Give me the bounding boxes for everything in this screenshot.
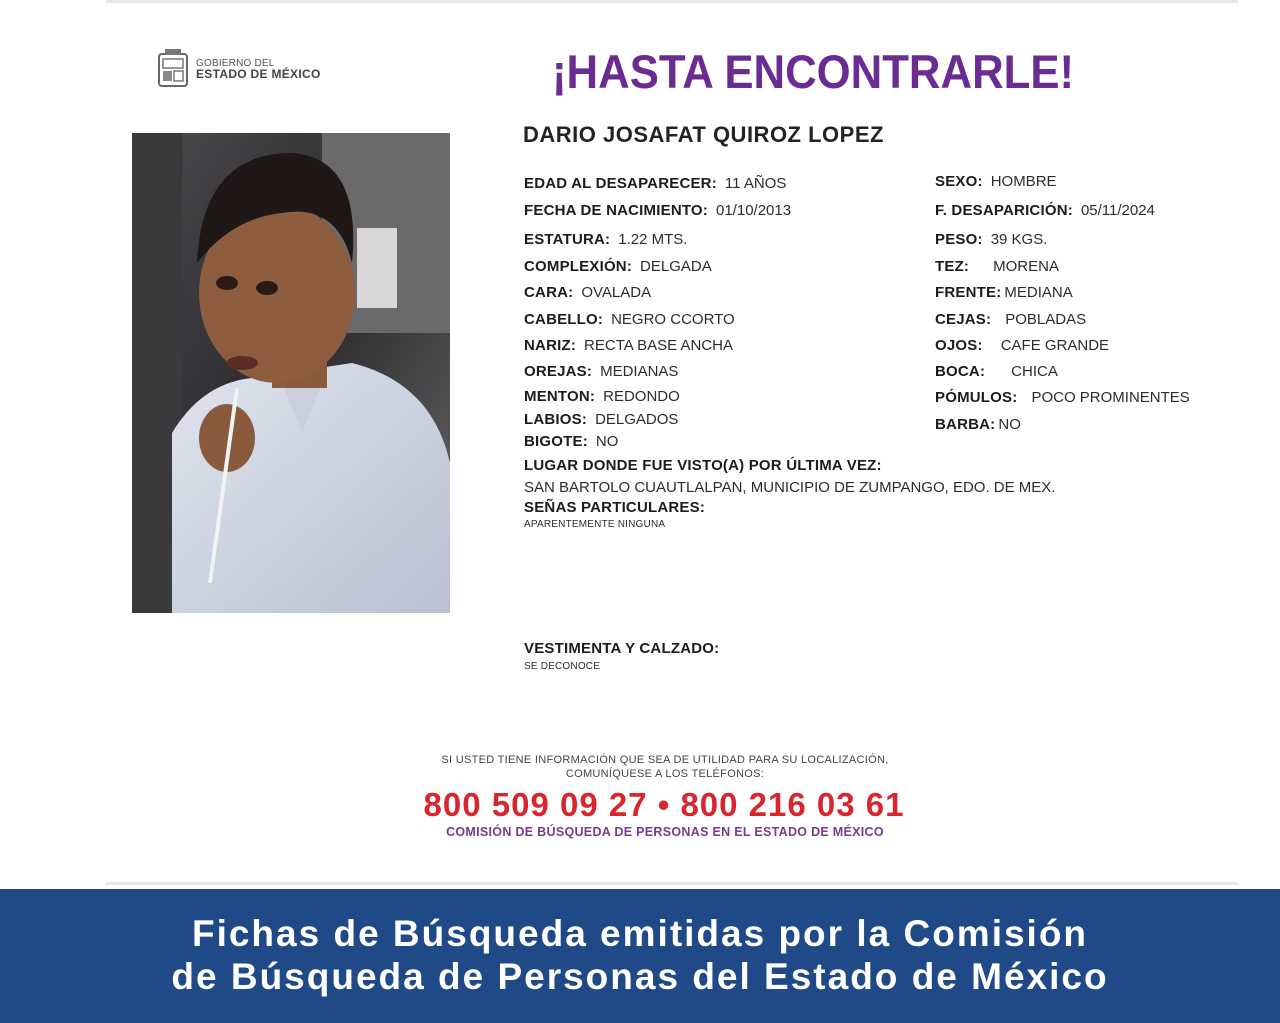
last-seen-value: SAN BARTOLO CUAUTLALPAN, MUNICIPIO DE ZUMPANGO, EDO. DE MEX. <box>524 479 1056 496</box>
phone-numbers: 800 509 09 27 • 800 216 03 61 <box>423 786 905 823</box>
field-hair: CABELLO: NEGRO CCORTO <box>524 311 735 328</box>
bottom-divider <box>106 882 1238 885</box>
field-chin: MENTON: REDONDO <box>524 388 680 405</box>
field-birthdate: FECHA DE NACIMIENTO: 01/10/2013 <box>524 202 792 219</box>
logo-line-1: GOBIERNO DEL <box>196 58 275 69</box>
info-line-2: COMUNÍQUESE A LOS TELÉFONOS: <box>565 768 765 780</box>
field-sex: SEXO: HOMBRE <box>935 173 1057 190</box>
field-eyes: OJOS: CAFE GRANDE <box>935 337 1110 354</box>
banner-line-1: Fichas de Búsqueda emitidas por la Comisión <box>191 913 1089 954</box>
field-beard: BARBA: NO <box>935 416 1021 433</box>
field-mustache: BIGOTE: NO <box>524 433 619 450</box>
last-seen-label: LUGAR DONDE FUE VISTO(A) POR ÚLTIMA VEZ: <box>524 457 882 474</box>
clothing-label: VESTIMENTA Y CALZADO: <box>524 640 720 657</box>
field-weight: PESO: 39 KGS. <box>935 231 1048 248</box>
info-line-1: SI USTED TIENE INFORMACIÓN QUE SEA DE UTILIDAD PARA SU LOCALIZACIÓN, <box>441 754 889 766</box>
top-divider <box>106 0 1238 3</box>
commission-name: COMISIÓN DE BÚSQUEDA DE PERSONAS EN EL ESTADO DE MÉXICO <box>446 825 884 839</box>
field-nose: NARIZ: RECTA BASE ANCHA <box>524 337 733 354</box>
field-complexion: TEZ: MORENA <box>935 258 1059 275</box>
field-mouth: BOCA: CHICA <box>935 363 1058 380</box>
field-forehead: FRENTE: MEDIANA <box>935 284 1073 301</box>
government-logo <box>156 48 321 90</box>
clothing-value: SE DECONOCE <box>524 661 601 672</box>
person-name: DARIO JOSAFAT QUIROZ LOPEZ <box>523 122 884 147</box>
field-disappearance-date: F. DESAPARICIÓN: 05/11/2024 <box>935 202 1155 219</box>
field-height: ESTATURA: 1.22 MTS. <box>524 231 688 248</box>
field-ears: OREJAS: MEDIANAS <box>524 363 679 380</box>
field-lips: LABIOS: DELGADOS <box>524 411 679 428</box>
field-face: CARA: OVALADA <box>524 284 652 301</box>
state-seal-icon <box>156 48 190 90</box>
marks-value: APARENTEMENTE NINGUNA <box>524 519 666 530</box>
headline: ¡HASTA ENCONTRARLE! <box>552 45 1075 98</box>
field-cheekbones: PÓMULOS: POCO PROMINENTES <box>935 389 1190 406</box>
field-age: EDAD AL DESAPARECER: 11 AÑOS <box>524 175 787 192</box>
footer-banner <box>0 889 1280 1023</box>
field-eyebrows: CEJAS: POBLADAS <box>935 311 1087 328</box>
logo-line-2: ESTADO DE MÉXICO <box>196 67 321 81</box>
marks-label: SEÑAS PARTICULARES: <box>524 499 706 516</box>
person-photo <box>132 133 450 613</box>
banner-line-2: de Búsqueda de Personas del Estado de México <box>171 956 1109 997</box>
field-build: COMPLEXIÓN: DELGADA <box>524 258 712 275</box>
